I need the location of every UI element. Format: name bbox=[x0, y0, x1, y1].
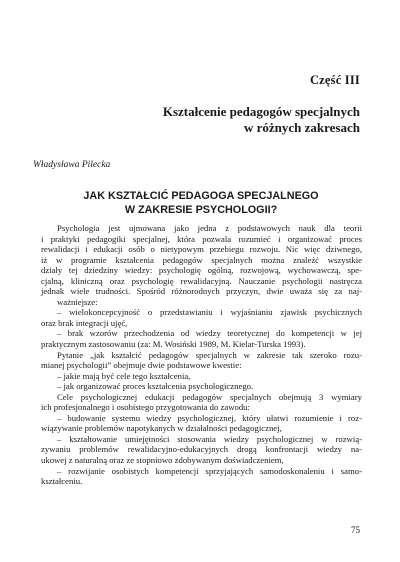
article-title-line: JAK KSZTAŁCIĆ PEDAGOGA SPECJALNEGO bbox=[83, 190, 319, 202]
text-line: oraz brak integracji ujęć, bbox=[41, 317, 128, 328]
text-line: kształceniu. bbox=[41, 476, 83, 487]
article-title-line: W ZAKRESIE PSYCHOLOGII? bbox=[124, 203, 278, 216]
text-line: działy tej dziedziny wiedzy: psychologię ogólną, rozwojową, wychowawczą, spe- bbox=[41, 265, 362, 276]
text-line: mianej psychologii” obejmuje dwie podstawowe kwestie: bbox=[41, 360, 242, 371]
part-heading: Część III bbox=[309, 73, 360, 87]
text-line: ważniejsze: bbox=[57, 296, 98, 307]
text-line: praktycznym zastosowaniu (za: M. Wosiński 1989, M. Kielar-Turska 1993). bbox=[41, 339, 306, 350]
text-line: rewalidacji i edukacji osób o nietypowym przebiegu rozwoju. Nic więc dziwnego, bbox=[41, 244, 362, 255]
chapter-title-line: w różnych zakresach bbox=[243, 120, 360, 135]
text-line: jednak wiele trudności. Spośród różnorodnych przyczyn, dwie uważa się za naj- bbox=[41, 286, 362, 297]
text-line: Psychologia jest ujmowana jako jedna z podstawowych nauk dla teorii bbox=[57, 223, 362, 233]
text-line: Pytanie „jak kształcić pedagogów specjalnych w zakresie tak szeroko rozu- bbox=[57, 349, 362, 360]
chapter-title bbox=[60, 104, 360, 136]
page-number: 75 bbox=[351, 525, 360, 535]
text-line: wiązywanie problemów napotykanych w działalności pedagogicznej, bbox=[41, 423, 282, 434]
text-line: – jakie mają być cele tego kształcenia, bbox=[57, 370, 191, 381]
text-line: i praktyki pedagogiki specjalnej, która pozwala rozumieć i organizować proces bbox=[41, 233, 362, 244]
text-line: zywaniu problemów rewalidacyjno-edukacyjnych drogą konfrontacji wiedzy na- bbox=[41, 444, 362, 455]
text-line: – rozwijanie osobistych kompetencji sprzyjających samodoskonaleniu i samo- bbox=[57, 465, 362, 476]
author-name: Władysława Pilecka bbox=[33, 160, 111, 170]
text-line: – wielokoncepcyjność o przedstawianiu i wyjaśnianiu zjawisk psychicznych bbox=[57, 307, 362, 318]
text-line: cjalną, kliniczną oraz psychologię rewalidacyjną. Nauczanie psychologii nastręcza bbox=[41, 275, 362, 286]
text-line: – brak wzorów przechodzenia od wiedzy teoretycznej do kompetencji w jej bbox=[57, 328, 362, 339]
text-line: ukowej z naturalną oraz ze stopniowo zdobywanym doświadczeniem, bbox=[41, 455, 284, 466]
text-line: iż w programie kształcenia pedagogów specjalnych można znaleźć wszystkie bbox=[41, 254, 362, 265]
text-line: Cele psychologicznej edukacji pedagogów specjalnych obejmują 3 wymiary bbox=[57, 391, 362, 402]
text-line: – budowanie systemu wiedzy psychologicznej, który ułatwi rozumienie i roz- bbox=[57, 412, 362, 423]
text-line: ich profesjonalnego i osobistego przygotowania do zawodu: bbox=[41, 402, 250, 413]
body-text bbox=[41, 223, 362, 487]
chapter-title-line: Kształcenie pedagogów specjalnych bbox=[162, 104, 360, 119]
text-line: – jak organizować proces kształcenia psychologicznego. bbox=[57, 381, 254, 392]
text-line: – kształtowanie umiejętności stosowania wiedzy psychologicznej w rozwią- bbox=[57, 433, 362, 444]
article-title bbox=[40, 190, 362, 217]
